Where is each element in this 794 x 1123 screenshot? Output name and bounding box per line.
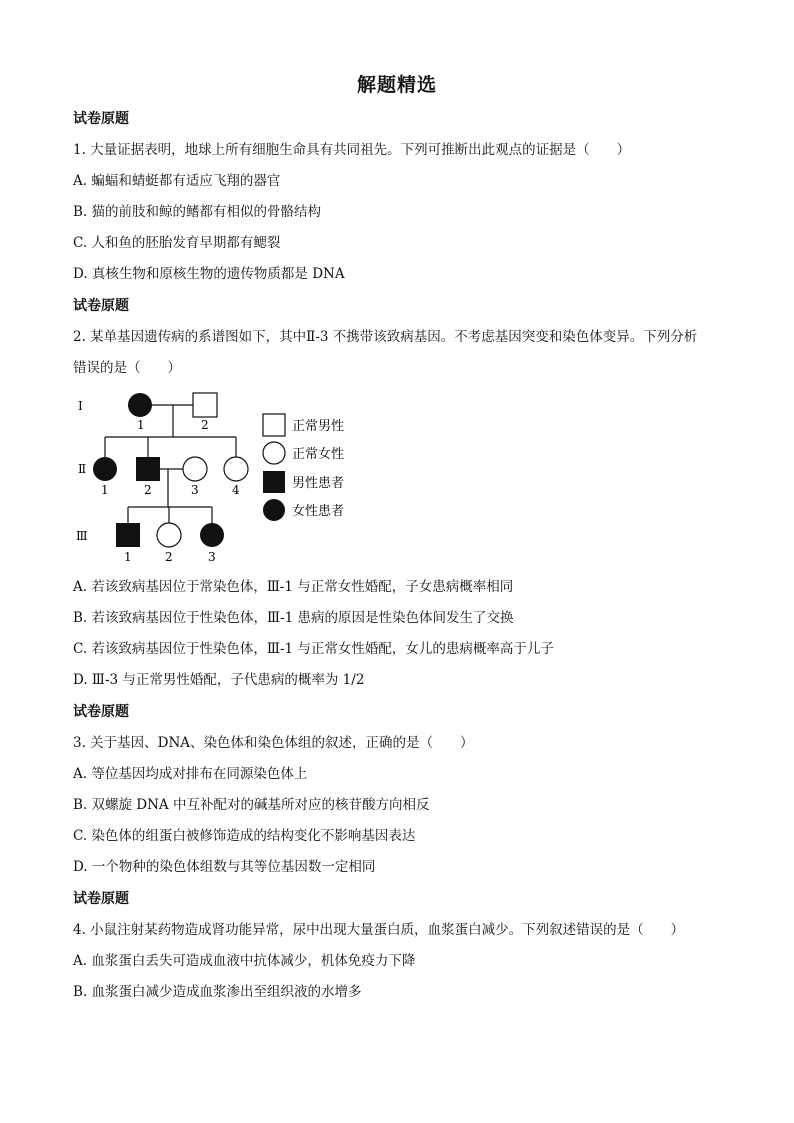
q4-heading: 试卷原题 <box>73 891 129 907</box>
q3-option-b: B. 双螺旋 DNA 中互补配对的碱基所对应的核苷酸方向相反 <box>73 797 430 813</box>
legend-normal-female-label: 正常女性 <box>292 447 345 462</box>
q2-option-a: A. 若该致病基因位于常染色体，Ⅲ-1 与正常女性婚配，子女患病概率相同 <box>73 579 514 595</box>
q2-option-b: B. 若该致病基因位于性染色体，Ⅲ-1 患病的原因是性染色体间发生了交换 <box>73 610 514 626</box>
individual-label: 1 <box>124 550 132 564</box>
affected-female-symbol <box>93 457 117 481</box>
q2-stem-line2: 错误的是（ ） <box>73 360 181 376</box>
affected-female-symbol <box>128 393 152 417</box>
q1-heading: 试卷原题 <box>73 111 129 127</box>
generation-label: Ⅰ <box>78 399 83 413</box>
q1-option-c: C. 人和鱼的胚胎发育早期都有鳃裂 <box>73 235 281 251</box>
page-title: 解题精选 <box>356 74 437 96</box>
q1-stem: 1. 大量证据表明，地球上所有细胞生命具有共同祖先。下列可推断出此观点的证据是（ ） <box>73 142 631 158</box>
individual-label: 3 <box>208 550 216 564</box>
individual-label: 2 <box>144 483 152 497</box>
q4-option-b: B. 血浆蛋白减少造成血浆渗出至组织液的水增多 <box>73 984 362 1000</box>
pedigree-chart <box>70 390 370 570</box>
q1-option-b: B. 猫的前肢和鲸的鳍都有相似的骨骼结构 <box>73 204 322 220</box>
normal-male-symbol <box>193 393 217 417</box>
q3-heading: 试卷原题 <box>73 704 129 720</box>
pedigree-lines <box>105 405 236 523</box>
q3-option-a: A. 等位基因均成对排布在同源染色体上 <box>73 766 308 782</box>
q1-option-a: A. 蝙蝠和蜻蜓都有适应飞翔的器官 <box>73 173 281 189</box>
normal-female-symbol <box>183 457 207 481</box>
q2-heading: 试卷原题 <box>73 298 129 314</box>
normal-female-symbol <box>157 523 181 547</box>
legend-normal-male-symbol <box>263 414 285 436</box>
legend-affected-male-label: 男性患者 <box>292 476 345 491</box>
q4-option-a: A. 血浆蛋白丢失可造成血液中抗体减少，机体免疫力下降 <box>73 953 416 969</box>
affected-male-symbol <box>136 457 160 481</box>
q3-option-c: C. 染色体的组蛋白被修饰造成的结构变化不影响基因表达 <box>73 828 416 844</box>
affected-female-symbol <box>200 523 224 547</box>
q2-option-d: D. Ⅲ-3 与正常男性婚配，子代患病的概率为 1/2 <box>73 672 365 688</box>
individual-label: 1 <box>101 483 109 497</box>
individual-label: 3 <box>191 483 199 497</box>
q4-stem: 4. 小鼠注射某药物造成肾功能异常，尿中出现大量蛋白质，血浆蛋白减少。下列叙述错误的是（ ） <box>73 922 685 938</box>
affected-male-symbol <box>116 523 140 547</box>
q3-stem: 3. 关于基因、DNA、染色体和染色体组的叙述，正确的是（ ） <box>73 735 474 751</box>
legend-normal-male-label: 正常男性 <box>292 419 345 434</box>
legend-affected-female-symbol <box>263 499 285 521</box>
legend-affected-male-symbol <box>263 471 285 493</box>
generation-label: Ⅱ <box>78 462 87 476</box>
legend-affected-female-label: 女性患者 <box>292 504 345 519</box>
q1-option-d: D. 真核生物和原核生物的遗传物质都是 DNA <box>73 266 345 282</box>
normal-female-symbol <box>224 457 248 481</box>
q3-option-d: D. 一个物种的染色体组数与其等位基因数一定相同 <box>73 859 376 875</box>
generation-label: Ⅲ <box>76 529 88 543</box>
individual-label: 2 <box>165 550 173 564</box>
individual-label: 4 <box>232 483 240 497</box>
individual-label: 2 <box>201 418 209 432</box>
individual-label: 1 <box>137 418 145 432</box>
q2-option-c: C. 若该致病基因位于性染色体，Ⅲ-1 与正常女性婚配，女儿的患病概率高于儿子 <box>73 641 554 657</box>
q2-stem-line1: 2. 某单基因遗传病的系谱图如下，其中Ⅱ-3 不携带该致病基因。不考虑基因突变和染色体变异。下列分析 <box>73 329 698 345</box>
legend-normal-female-symbol <box>263 442 285 464</box>
